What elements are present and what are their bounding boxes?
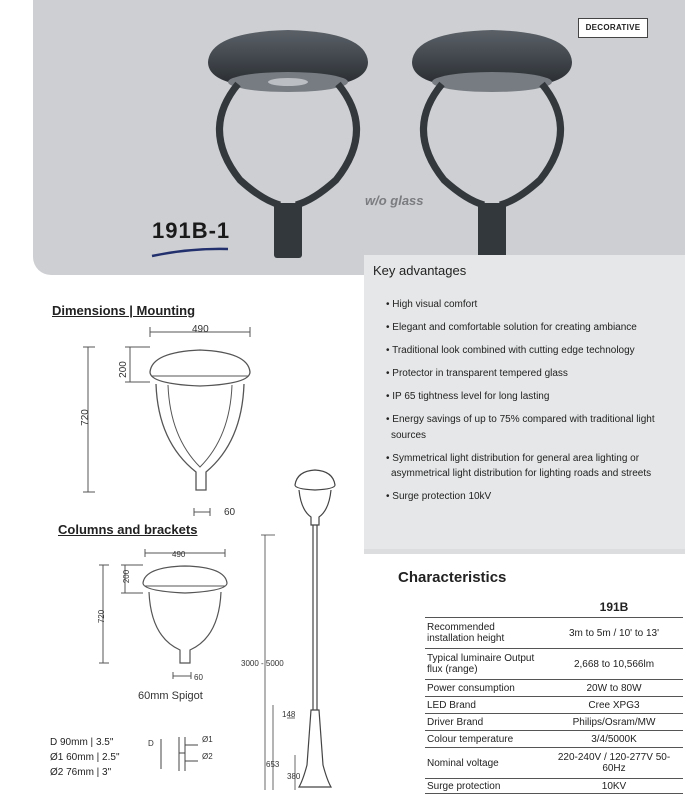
column-lamp-drawing xyxy=(95,545,245,680)
pole-height: 3000 - 5000 xyxy=(241,659,284,668)
table-row xyxy=(425,748,683,779)
pipe-d-label: D xyxy=(148,739,154,748)
advantage-item: • Elegant and comfortable solution for creating ambiance xyxy=(386,322,637,333)
spec-value: Cree XPG3 xyxy=(545,697,683,714)
spec-label: Driver Brand xyxy=(425,714,545,731)
dimension-drawing xyxy=(70,322,260,522)
advantage-item: • High visual comfort xyxy=(386,299,478,310)
spec-value: 3/4/5000K xyxy=(545,731,683,748)
characteristics-title: Characteristics xyxy=(398,569,507,586)
spec-value: 3m to 5m / 10' to 13' xyxy=(545,618,683,649)
col-head-height: 200 xyxy=(122,569,132,584)
table-row xyxy=(425,649,683,680)
base-height: 653 xyxy=(266,760,280,769)
advantage-item: • Energy savings of up to 75% compared with traditional light sources xyxy=(386,414,655,441)
col-spigot: 60 xyxy=(194,673,203,682)
dim-spigot: 60 xyxy=(224,507,236,518)
product-photos xyxy=(180,20,600,270)
table-row xyxy=(425,731,683,748)
table-row xyxy=(425,697,683,714)
dimensions-title: Dimensions | Mounting xyxy=(52,303,196,318)
dim-head-height: 200 xyxy=(117,361,129,378)
table-header-model: 191B xyxy=(599,600,629,614)
dim-height: 720 xyxy=(79,409,91,426)
advantage-item: • Surge protection 10kV xyxy=(386,491,492,502)
pipe-phi2-label: Ø2 xyxy=(202,752,213,761)
pipe-spec-phi2: Ø2 76mm | 3" xyxy=(50,767,112,778)
table-header-empty xyxy=(425,598,545,618)
table-row xyxy=(425,680,683,697)
spec-label: Power consumption xyxy=(425,680,545,697)
table-header-row xyxy=(425,598,683,618)
arm-length: 148 xyxy=(282,710,296,719)
model-title: 191B-1 xyxy=(152,218,231,243)
category-badge: DECORATIVE xyxy=(578,18,648,38)
spec-label: Surge protection xyxy=(425,779,545,794)
model-swoosh-decoration xyxy=(150,246,230,258)
variant-note: w/o glass xyxy=(365,193,424,208)
table-row xyxy=(425,714,683,731)
col-width: 490 xyxy=(172,550,186,559)
spigot-label: 60mm Spigot xyxy=(138,690,203,702)
spec-label: Nominal voltage xyxy=(425,748,545,779)
spec-value: 2,668 to 10,566lm xyxy=(545,649,683,680)
advantage-item: • Traditional look combined with cutting edge technology xyxy=(386,345,635,356)
spec-value: 10KV xyxy=(545,779,683,794)
spec-label: Recommended installation height xyxy=(425,618,545,649)
spec-label: Typical luminaire Output flux (range) xyxy=(425,649,545,680)
advantages-list xyxy=(386,297,681,512)
pole-drawing xyxy=(255,465,365,795)
table-row xyxy=(425,779,683,794)
col-height: 720 xyxy=(97,609,107,624)
pipe-section-drawing xyxy=(143,733,228,775)
lamp-photo-1 xyxy=(208,30,368,258)
pipe-spec-d: D 90mm | 3.5" xyxy=(50,737,114,748)
spec-value: Philips/Osram/MW xyxy=(545,714,683,731)
pipe-spec-phi1: Ø1 60mm | 2.5" xyxy=(50,752,120,763)
columns-title: Columns and brackets xyxy=(58,522,198,537)
pipe-phi1-label: Ø1 xyxy=(202,735,213,744)
lamp-photo-2 xyxy=(412,30,572,258)
dim-width: 490 xyxy=(192,324,209,335)
spec-value: 20W to 80W xyxy=(545,680,683,697)
base-width: 380 xyxy=(287,772,301,781)
advantage-item: • IP 65 tightness level for long lasting xyxy=(386,391,550,402)
advantages-strip xyxy=(364,549,685,554)
advantage-item: • Symmetrical light distribution for general area lighting or asymmetrical light distribution for lighting roads and streets xyxy=(386,452,652,479)
characteristics-table xyxy=(425,598,683,794)
advantages-title: Key advantages xyxy=(373,263,467,278)
spec-label: LED Brand xyxy=(425,697,545,714)
spec-label: Colour temperature xyxy=(425,731,545,748)
advantage-item: • Protector in transparent tempered glass xyxy=(386,368,568,379)
spec-value: 220-240V / 120-277V 50-60Hz xyxy=(545,748,683,779)
table-row xyxy=(425,618,683,649)
